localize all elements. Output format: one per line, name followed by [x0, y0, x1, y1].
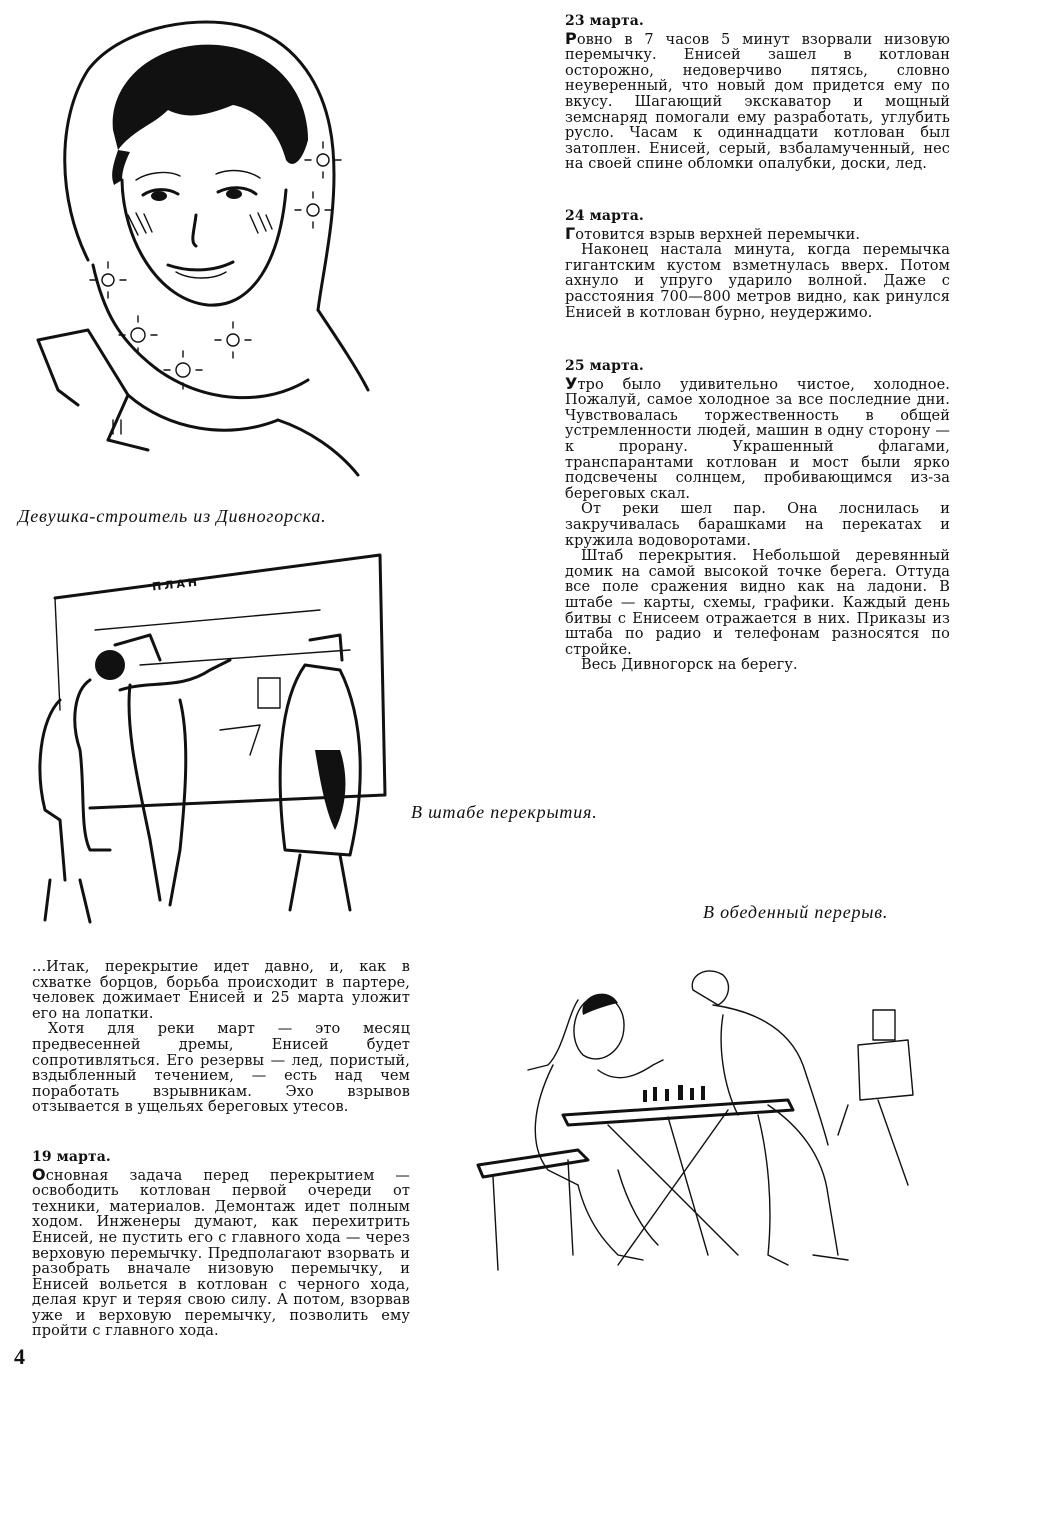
date-23-march: 23 марта. [565, 13, 644, 29]
board-label: ПЛАН [151, 575, 201, 594]
right-column [565, 14, 950, 674]
left-column [32, 960, 410, 1340]
dropcap: У [565, 373, 578, 393]
entry-23-march [565, 14, 950, 173]
entry-paragraph: Весь Дивногорск на берегу. [581, 657, 798, 674]
date-19-march: 19 марта. [32, 1148, 111, 1165]
entry-paragraph: Основная задача перед перекрытием — освободить котлован первой очереди от техники, материалов. Демонтаж идет полным ходом. Инженеры думают, как перехитрить Енисей, не пустить его с главного хода — через верховую перемычку. Предполагают взорвать и разобрать вначале низовую перемычку, и Енисей вольется в котлован с черного хода, делая круг и теряя свою силу. А потом, взорвав уже и верховую перемычку, позволить ему пройти с главного хода. [32, 1164, 410, 1340]
illustration-girl [18, 10, 388, 485]
intro-paragraph: ...Итак, перекрытие идет давно, и, как в схватке борцов, борьба происходит в партере, человек дожимает Енисей и 25 марта уложит его на лопатки. [32, 959, 410, 1022]
entry-25-march [565, 359, 950, 674]
dropcap: Г [565, 223, 576, 243]
date-25-march: 25 марта. [565, 358, 644, 375]
illustration-lunch [468, 955, 928, 1285]
entry-paragraph: Наконец настала минута, когда перемычка гигантским кустом взметнулась вверх. Потом ахнуло и упруго ударило волной. Даже с расстояния 700—800 метров видно, как ринулся Енисей в котлован бурно, неудержимо. [565, 242, 950, 321]
caption-lunch: В обеденный перерыв. [703, 902, 889, 922]
illustration-hq [20, 550, 410, 930]
entry-paragraph: Ровно в 7 часов 5 минут взорвали низовую перемычку. Енисей зашел в котлован осторожно, недоверчиво пятясь, словно неуверенный, что новый дом придется ему по вкусу. Шагающий экскаватор и мощный земснаряд помогали ему разработать, углубить русло. Часам к одиннадцати котлован был затоплен. Енисей, серый, взбаламученный, нес на своей спине обломки опалубки, доски, лед. [565, 28, 950, 173]
entry-19-march [32, 1150, 410, 1340]
dropcap: О [32, 1164, 46, 1184]
dropcap: Р [565, 28, 577, 48]
caption-girl: Девушка-строитель из Дивногорска. [18, 506, 327, 526]
caption-hq: В штабе перекрытия. [411, 802, 598, 822]
entry-paragraph: Готовится взрыв верхней перемычки. [565, 223, 861, 243]
intro-paragraph: Хотя для реки март — это месяц предвесенней дремы, Енисей будет сопротивляться. Его резервы — лед, пористый, вздыбленный течением, — есть над чем поработать взрывникам. Эхо взрывов отзывается в ущельях береговых утесов. [32, 1021, 410, 1116]
entry-24-march [565, 209, 950, 321]
page-number: 4 [14, 1344, 25, 1369]
entry-paragraph: Штаб перекрытия. Небольшой деревянный домик на самой высокой точке берега. Оттуда все поле сражения видно как на ладони. В штабе — карты, схемы, графики. Каждый день битвы с Енисеем отражается в них. Приказы из штаба по радио и телефонам разносятся по стройке. [565, 548, 950, 658]
date-24-march: 24 марта. [565, 207, 644, 224]
entry-paragraph: От реки шел пар. Она лоснилась и закручивалась барашками на перекатах и кружила водоворотами. [565, 501, 950, 549]
entry-paragraph: Утро было удивительно чистое, холодное. Пожалуй, самое холодное за все последние дни. Чувствовалась торжественность в общей устремленности людей, машин в одну сторону — к прорану. Украшенный флагами, транспарантами котлован и мост были ярко подсвечены солнцем, пробивающимся из-за береговых скал. [565, 373, 950, 502]
